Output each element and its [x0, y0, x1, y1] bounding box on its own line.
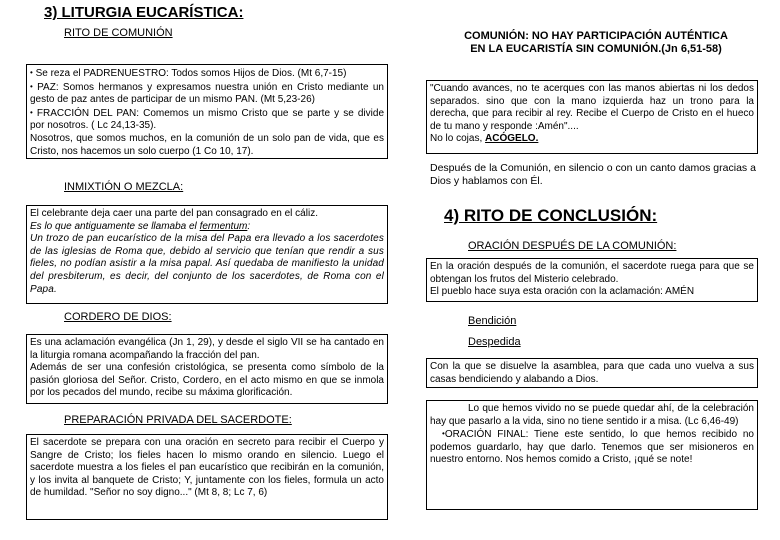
- oracion-line1: En la oración después de la comunión, el sacerdote ruega para que se obtengan los frutos del Misterio celebrado.: [430, 261, 754, 285]
- padrenuestro-box: [26, 64, 388, 159]
- comunion-instruction-box: [426, 80, 758, 154]
- bendicion-label: Bendición: [468, 315, 517, 327]
- preparacion-text: El sacerdote se prepara con una oración en secreto para recibir el Cuerpo y Sangre de Cristo; los fieles hacen lo mismo orando en silencio. Luego el sacerdote muestra a los fieles el pan eucarístico que recibirán en la comunión, y los invita al banquete de Cristo; Y, juntamente con los fieles, formula un acto de humildad. "Señor no soy digno..." (Mt 8, 8; Lc 7, 6): [30, 437, 384, 499]
- inmixtion-heading: INMIXTIÓN O MEZCLA:: [64, 181, 184, 193]
- despedida-label: Despedida: [468, 336, 521, 348]
- cordero-line1: Es una aclamación evangélica (Jn 1, 29), y desde el siglo VII se ha cantado en la liturgia romana acompañando la fracción del pan.: [30, 337, 384, 361]
- bullet-icon: •: [30, 81, 33, 91]
- rito-comunion-heading: RITO DE COMUNIÓN: [64, 27, 173, 39]
- despedida-text: Con la que se disuelve la asamblea, para que cada uno vuelva a sus casas bendiciendo y alabando a Dios.: [430, 361, 754, 385]
- fermentum-term: fermentum: [199, 220, 248, 232]
- no-cojas-text: No lo cojas,: [430, 133, 486, 145]
- acogelo-text: ACÓGELO.: [485, 133, 539, 145]
- cuando-avances-text: "Cuando avances, no te acerques con las manos abiertas ni los dedos separados. sino que con la mano izquierda haz un trono para la derecha, que para recibir al rey. Recibe el Cuerpo de Cristo en el hueco de tu mano y responde :Amén"....: [430, 83, 754, 132]
- conclusion-title: 4) RITO DE CONCLUSIÓN:: [444, 206, 658, 225]
- fermentum-body: Un trozo de pan eucarístico de la misa del Papa era llevado a los sacerdotes de las iglesias de Roma que, debido al servicio que tenían que rendir a sus fieles, no podían asistir a la misa papal. Así quedaba de manifiesto la unidad del presbiterum, es decir, del conjunto de los sacerdotes, de Roma con el Papa.: [30, 233, 384, 295]
- bullet-icon: •: [30, 107, 33, 117]
- cordero-line2: Además de ser una confesión cristológica, se presenta como símbolo de la pasión gloriosa del Señor. Cristo, Cordero, en el acto mismo en que se inmola por los pecados del mundo, recibe su máxima glorificación.: [30, 362, 384, 399]
- conclusion-box: [426, 400, 758, 510]
- bullet-icon: •: [442, 429, 445, 439]
- oracion-final-line: [430, 428, 754, 467]
- fermentum-suffix: :: [247, 220, 251, 232]
- fermentum-prefix: Es lo que antiguamente se llamaba el: [30, 220, 200, 232]
- comunion-header: [412, 30, 780, 56]
- nosotros-text: Nosotros, que somos muchos, en la comunión de un solo pan de vida, que es Cristo, nos hacemos un solo cuerpo (1 Co 10, 17).: [30, 132, 384, 157]
- comunion-header-line2: EN LA EUCARISTÍA SIN COMUNIÓN.(Jn 6,51-58): [470, 43, 722, 55]
- cordero-box: [26, 334, 388, 404]
- oracion-line2: El pueblo hace suya esta oración con la aclamación: AMÉN: [430, 286, 695, 298]
- cordero-heading: CORDERO DE DIOS:: [64, 311, 172, 323]
- conclusion-line1: Lo que hemos vivido no se puede quedar ahí, de la celebración hay que pasarlo a la vida, sino no tiene sentido ir a misa. (Lc 6,46-49): [430, 403, 754, 427]
- preparacion-heading: PREPARACIÓN PRIVADA DEL SACERDOTE:: [64, 414, 292, 426]
- despues-comunion-text: Después de la Comunión, en silencio o con un canto damos gracias a Dios y hablamos con Él.: [430, 162, 756, 187]
- fermentum-line: [30, 221, 384, 234]
- despedida-box: [426, 358, 758, 388]
- inmixtion-line1: El celebrante deja caer una parte del pan consagrado en el cáliz.: [30, 208, 318, 219]
- preparacion-box: [26, 434, 388, 520]
- padrenuestro-text: Se reza el PADRENUESTRO: Todos somos Hijos de Dios. (Mt 6,7-15): [35, 68, 347, 79]
- no-cojas-line: [430, 133, 754, 146]
- oracion-box: [426, 258, 758, 302]
- inmixtion-box: [26, 205, 388, 304]
- page-title: 3) LITURGIA EUCARÍSTICA:: [44, 4, 244, 21]
- fraccion-text: FRACCIÓN DEL PAN: Comemos un mismo Cristo que se parte y se divide por nosotros. ( Lc 24,13-35).: [30, 107, 385, 132]
- paz-text: PAZ: Somos hermanos y expresamos nuestra unión en Cristo mediante un gesto de paz antes de participar de un mismo PAN. (Mt 5,23-26): [30, 81, 384, 106]
- oracion-final-text: ORACIÓN FINAL: Tiene este sentido, lo que hemos recibido no podemos guardarlo, hay que darlo. Tenemos que ser misioneros en nuestro entorno. Nos hemos comido a Cristo, ¡qué se note!: [430, 429, 754, 466]
- comunion-header-line1: COMUNIÓN: NO HAY PARTICIPACIÓN AUTÉNTICA: [464, 30, 728, 42]
- bullet-icon: •: [30, 68, 33, 77]
- oracion-heading: ORACIÓN DESPUÉS DE LA COMUNIÓN:: [468, 240, 677, 252]
